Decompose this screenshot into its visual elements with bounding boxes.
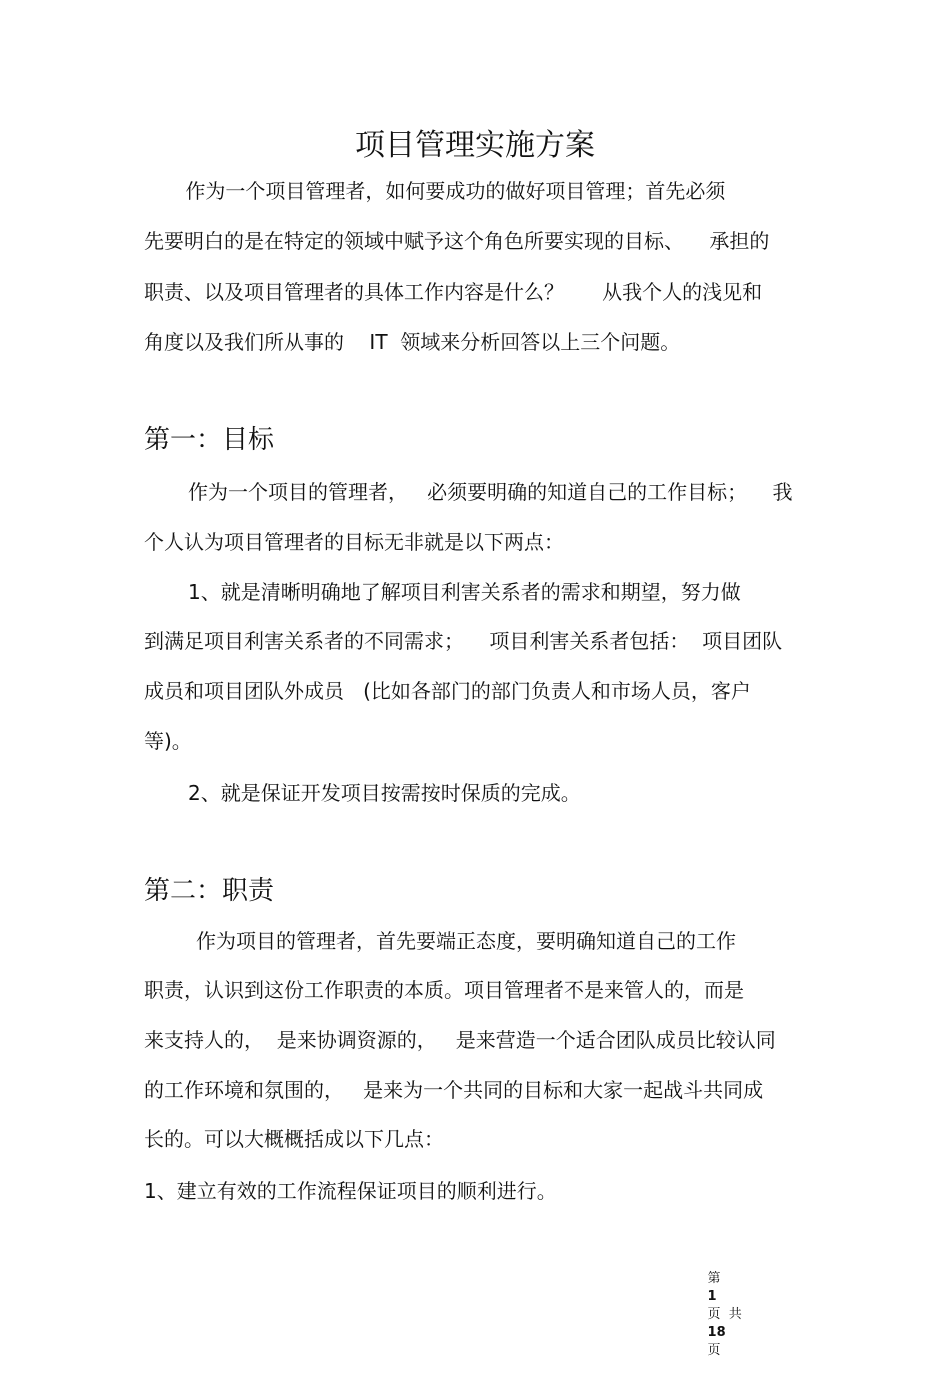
footer-prefix: 第 — [707, 1271, 721, 1286]
goal-line-3: 1、就是清晰明确地了解项目利害关系者的需求和期望，努力做 — [188, 580, 741, 604]
goal-line-7: 2、就是保证开发项目按需按时保质的完成。 — [188, 781, 581, 805]
duty-line-1: 作为项目的管理者，首先要端正态度，要明确知道自己的工作 — [196, 929, 736, 953]
intro-line-4: 角度以及我们所从事的 IT 领域来分析回答以上三个问题。 — [144, 330, 681, 354]
section-heading-duty: 第二：职责 — [144, 876, 275, 906]
page-footer — [691, 1252, 742, 1378]
intro-line-3: 职责、以及项目管理者的具体工作内容是什么？ 从我个人的浅见和 — [144, 280, 763, 304]
goal-line-4: 到满足项目利害关系者的不同需求； 项目利害关系者包括： 项目团队 — [144, 629, 783, 653]
intro-line-2: 先要明白的是在特定的领域中赋予这个角色所要实现的目标、 承担的 — [144, 229, 770, 253]
section-heading-goal: 第一：目标 — [144, 425, 275, 455]
goal-line-6: 等)。 — [144, 729, 192, 753]
duty-line-3: 来支持人的， 是来协调资源的， 是来营造一个适合团队成员比较认同 — [144, 1028, 776, 1052]
goal-line-5: 成员和项目团队外成员 (比如各部门的部门负责人和市场人员，客户 — [144, 679, 751, 703]
footer-total-pages: 18 — [707, 1325, 726, 1340]
duty-line-2: 职责，认识到这份工作职责的本质。项目管理者不是来管人的，而是 — [144, 978, 744, 1002]
document-title: 项目管理实施方案 — [355, 128, 595, 163]
footer-current-page: 1 — [707, 1289, 717, 1304]
duty-line-5: 长的。可以大概概括成以下几点： — [144, 1127, 444, 1151]
footer-middle: 页 共 — [707, 1307, 742, 1322]
goal-line-1: 作为一个项目的管理者， 必须要明确的知道自己的工作目标； 我 — [188, 480, 793, 504]
footer-suffix: 页 — [707, 1343, 721, 1358]
goal-line-2: 个人认为项目管理者的目标无非就是以下两点： — [144, 530, 564, 554]
duty-line-6: 1、建立有效的工作流程保证项目的顺利进行。 — [144, 1179, 557, 1203]
intro-line-1: 作为一个项目管理者，如何要成功的做好项目管理；首先必须 — [160, 179, 726, 203]
duty-line-4: 的工作环境和氛围的， 是来为一个共同的目标和大家一起战斗共同成 — [144, 1078, 764, 1102]
